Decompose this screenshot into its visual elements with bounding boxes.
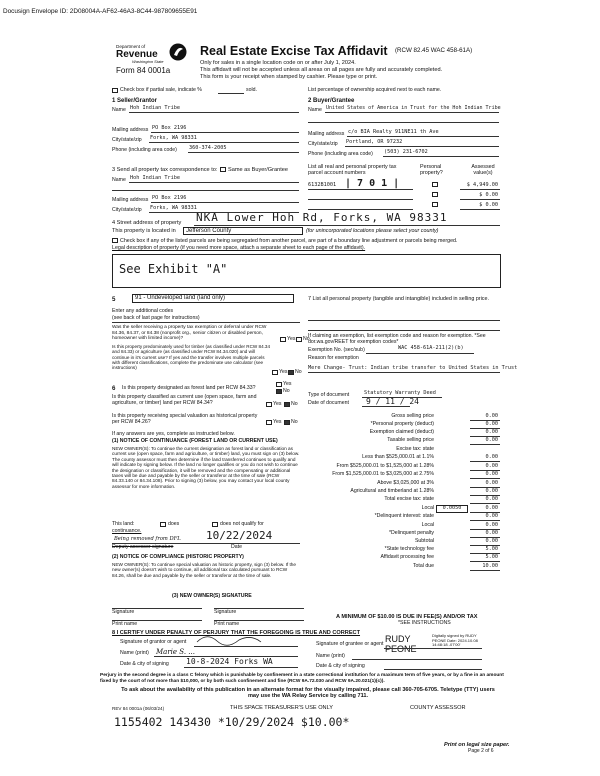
tax-row-underline	[470, 520, 500, 521]
special-yes-checkbox[interactable]	[266, 420, 272, 425]
revenue-wordmark: Revenue	[116, 49, 158, 60]
assessor-date: 10/22/2024	[206, 529, 273, 542]
tax-row-value[interactable]: 0.00	[485, 480, 498, 486]
tax-row-label: Agricultural and timberland at 1.28%	[350, 488, 434, 494]
assessed-value-3[interactable]: $ 0.00	[479, 202, 498, 208]
tax-row-label: *Delinquent penalty	[389, 530, 434, 536]
correspondence-city[interactable]: Forks, WA 98331	[150, 205, 197, 211]
seller-phone[interactable]: 360-374-2005	[189, 145, 227, 151]
tax-row-label: Affidavit processing fee	[380, 554, 434, 560]
tax-row-label: Exemption claimed (deduct)	[369, 429, 434, 435]
timber-yes-checkbox[interactable]	[272, 370, 278, 375]
treasurer-stamp: 1155402 143430 *10/29/2024 $10.00*	[114, 715, 350, 729]
tax-row-underline	[470, 444, 500, 445]
tax-row-underline	[470, 570, 500, 571]
tax-row-value[interactable]: 0.00	[485, 505, 498, 511]
tax-row-underline	[470, 478, 500, 479]
exemption-reason[interactable]: Mere Change- Trust: Indian tribe transfer to United States in Trust	[308, 365, 518, 371]
correspondence-name[interactable]: Hoh Indian Tribe	[130, 175, 180, 181]
grantee-digital-name: RUDY PEONE	[385, 634, 417, 655]
tax-row-label: Subtotal	[414, 538, 434, 544]
exemption-number[interactable]: WAC 458-61A-211(2)(b)	[398, 345, 464, 351]
tax-row-label: Total excise tax: state	[384, 496, 434, 502]
personal-property-checkbox-2[interactable]	[432, 192, 438, 197]
tax-row-label: From $525,000.01 to $1,525,000 at 1.28%	[336, 463, 434, 469]
seller-mailing[interactable]: PO Box 2196	[152, 125, 187, 131]
tax-row-label: Less than $525,000.01 at 1.1%	[362, 454, 434, 460]
tax-row-label: Local	[421, 505, 434, 511]
personal-property-checkbox-1[interactable]	[432, 182, 438, 187]
exempt-yes-checkbox[interactable]	[280, 337, 286, 342]
tax-row-underline	[470, 561, 500, 562]
tax-row-value[interactable]: 0.00	[485, 471, 498, 477]
tax-row-label: Above $3,025,000 at 3%	[377, 480, 434, 486]
tax-row-value[interactable]: 0.00	[485, 488, 498, 494]
tax-row-value[interactable]: 0.00	[485, 437, 498, 443]
dor-logo-icon	[168, 42, 188, 62]
tax-row-label: *State technology fee	[384, 546, 434, 552]
same-as-buyer-checkbox[interactable]	[220, 167, 226, 172]
correspondence-mailing[interactable]: PO Box 2196	[152, 195, 187, 201]
parcel-1-handwritten: | 7 0 1 |	[345, 178, 400, 189]
seller-name[interactable]: Hoh Indian Tribe	[130, 105, 180, 111]
tax-row-label: Gross selling price	[391, 413, 434, 419]
tax-row-value[interactable]: 0.00	[485, 513, 498, 519]
tax-row-label: Local	[421, 522, 434, 528]
buyer-name[interactable]: United States of America in Trust for the Hoh Indian Tribe	[326, 105, 501, 111]
seller-city[interactable]: Forks, WA 98331	[150, 135, 197, 141]
tax-row-value[interactable]: 0.00	[485, 429, 498, 435]
tax-row-value[interactable]: 0.00	[485, 538, 498, 544]
buyer-city[interactable]: Portland, OR 97232	[346, 139, 403, 145]
forest-no-checkbox[interactable]	[276, 389, 282, 394]
tax-row-value[interactable]: 0.00	[485, 463, 498, 469]
forest-yes-checkbox[interactable]	[276, 382, 282, 387]
legal-description: See Exhibit "A"	[119, 262, 228, 276]
assessed-value-2[interactable]: $ 0.00	[479, 192, 498, 198]
document-date[interactable]: 9 / 11 / 24	[366, 397, 419, 406]
assessor-note: Being removed from DFL	[114, 536, 181, 542]
tax-row-label: *Delinquent interest: state	[374, 513, 434, 519]
tax-row-label: *Personal property (deduct)	[370, 421, 434, 427]
tax-row-value[interactable]: 0.00	[485, 421, 498, 427]
exempt-no-checkbox[interactable]	[296, 337, 302, 342]
classified-yes-checkbox[interactable]	[266, 402, 272, 407]
tax-row-value[interactable]: 0.00	[485, 496, 498, 502]
tax-row-value[interactable]: 5.00	[485, 554, 498, 560]
classified-no-checkbox[interactable]	[284, 402, 290, 407]
form-title: Real Estate Excise Tax Affidavit	[200, 44, 388, 58]
property-street[interactable]: NKA Lower Hoh Rd, Forks, WA 98331	[196, 211, 448, 224]
tax-row-value[interactable]: 0.00	[485, 413, 498, 419]
segregated-checkbox[interactable]	[112, 238, 118, 243]
tax-row-label: Excise tax: state	[396, 446, 434, 452]
tax-row-underline	[470, 461, 500, 462]
grantor-name[interactable]: Marie S. ...	[156, 648, 195, 656]
form-number: Form 84 0001a	[116, 66, 171, 75]
assessed-value-1[interactable]: $ 4,949.00	[466, 182, 498, 188]
does-not-qualify-checkbox[interactable]	[212, 522, 218, 527]
parcel-1[interactable]: 6132B1001	[308, 182, 337, 188]
envelope-id: Docusign Envelope ID: 2D08004A-AF62-46A3-8C44-987809655E91	[3, 8, 198, 15]
buyer-mailing[interactable]: c/o BIA Realty 911NE11 th Ave	[348, 129, 439, 135]
local-rate[interactable]: 0.0050	[436, 505, 468, 513]
does-qualify-checkbox[interactable]	[160, 522, 166, 527]
timber-no-checkbox[interactable]	[288, 370, 294, 375]
grantor-date-city[interactable]: 10-8-2024 Forks WA	[186, 657, 273, 666]
tax-row-label: Total due	[412, 563, 434, 569]
partial-sale-checkbox[interactable]	[112, 88, 118, 93]
land-use-select[interactable]: 91 - Undeveloped land (land only)	[132, 294, 294, 303]
digital-signature-stamp: Digitally signed by RUDY PEONE Date: 2024.10.08 14:48:18 -07'00'	[432, 633, 478, 648]
tax-row-label: Taxable selling price	[387, 437, 434, 443]
document-type[interactable]: Statutory Warranty Deed	[364, 390, 436, 396]
tax-row-value[interactable]: 0.00	[485, 530, 498, 536]
legal-description-box[interactable]	[112, 254, 501, 288]
tax-row-value[interactable]: 0.00	[485, 454, 498, 460]
tax-row-value[interactable]: 10.00	[482, 563, 498, 569]
buyer-phone[interactable]: (503) 231-6702	[384, 149, 428, 155]
tax-row-value[interactable]: 5.00	[485, 546, 498, 552]
personal-property-checkbox-3[interactable]	[432, 202, 438, 207]
special-no-checkbox[interactable]	[284, 420, 290, 425]
tax-row-underline	[470, 503, 500, 504]
tax-row-label: From $1,525,000.01 to $3,025,000 at 2.75%	[332, 471, 434, 477]
grantor-signature	[195, 632, 275, 646]
tax-row-value[interactable]: 0.00	[485, 522, 498, 528]
county-select[interactable]: Jefferson County	[183, 227, 303, 235]
